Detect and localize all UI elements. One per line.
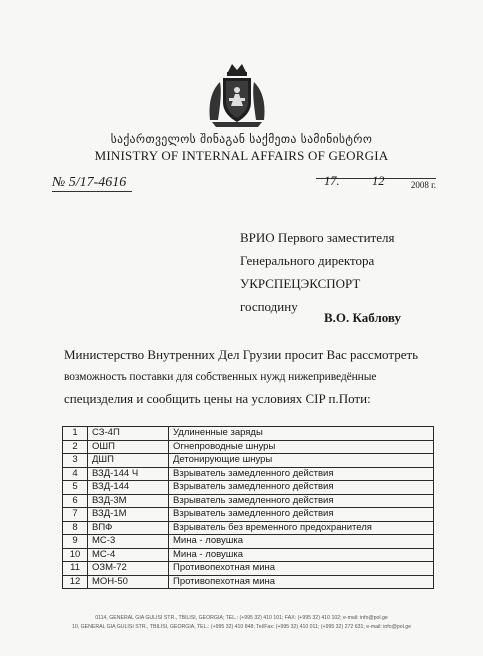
footer-line: 0114, GENERAL GIA GULISI STR., TBILISI, GEORGIA; TEL.: (+995 32) 410 101; FAX: (+995 32) 410 102; e-mail: info@pol.ge [95, 615, 388, 621]
reference-number: № 5/17-4616 [52, 175, 132, 192]
item-code: МОН-50 [88, 575, 169, 589]
addressee-line: УКРСПЕЦЭКСПОРТ [240, 276, 361, 291]
item-code: ВЗД-144 Ч [88, 467, 169, 481]
table-row [63, 481, 434, 495]
item-name: Взрыватель замедленного действия [169, 508, 434, 522]
item-number: 1 [63, 427, 88, 441]
addressee-name: В.О. Каблову [324, 310, 402, 325]
table-row [63, 467, 434, 481]
table-row [63, 494, 434, 508]
date-day: 17. [324, 174, 340, 188]
letter-date [316, 174, 436, 190]
item-name: Взрыватель замедленного действия [169, 494, 434, 508]
table-row [63, 535, 434, 549]
item-name: Взрыватель без временного предохранителя [169, 521, 434, 535]
item-name: Мина - ловушка [169, 535, 434, 549]
addressee-block [240, 226, 460, 318]
item-code: ОШП [88, 440, 169, 454]
addressee-line: господину [240, 299, 298, 314]
item-code: СЗ-4П [88, 427, 169, 441]
table-row [63, 454, 434, 468]
item-name: Детонирующие шнуры [169, 454, 434, 468]
item-name: Взрыватель замедленного действия [169, 481, 434, 495]
item-code: ВЗД-1М [88, 508, 169, 522]
item-number: 11 [63, 562, 88, 576]
item-number: 9 [63, 535, 88, 549]
item-number: 8 [63, 521, 88, 535]
table-row [63, 575, 434, 589]
items-table-body [63, 427, 434, 589]
item-code: ВЗД-144 [88, 481, 169, 495]
item-number: 2 [63, 440, 88, 454]
table-row [63, 508, 434, 522]
item-code: МС-4 [88, 548, 169, 562]
item-code: ДШП [88, 454, 169, 468]
item-number: 7 [63, 508, 88, 522]
items-table [62, 426, 434, 589]
body-line: Министерство Внутренних Дел Грузии просит Вас рассмотреть [64, 347, 419, 362]
body-line: специзделия и сообщить цены на условиях CIP п.Поти: [64, 391, 371, 406]
table-row [63, 440, 434, 454]
item-number: 3 [63, 454, 88, 468]
table-row [63, 548, 434, 562]
body-line: возможность поставки для собственных нужд нижеприведённые [64, 371, 377, 383]
item-number: 12 [63, 575, 88, 589]
item-number: 4 [63, 467, 88, 481]
item-code: ОЗМ-72 [88, 562, 169, 576]
item-name: Противопехотная мина [169, 562, 434, 576]
letter-body [64, 344, 436, 410]
footer-line: 10, GENERAL GIA GULISI STR., TBILISI, GEORGIA, TEL.: (+995 32) 410 848; Tel/Fax: (+995 32) 410 011; (+995 32) 272 631; e-mail: info@pol.ge [71, 624, 412, 630]
item-name: Взрыватель замедленного действия [169, 467, 434, 481]
item-name: Огнепроводные шнуры [169, 440, 434, 454]
ministry-title-georgian: საქართველოს შინაგან საქმეთა სამინისტრო [110, 132, 373, 146]
addressee-line: ВРИО Первого заместителя [240, 230, 395, 245]
table-row [63, 427, 434, 441]
ministry-title-english: MINISTRY OF INTERNAL AFFAIRS OF GEORGIA [94, 148, 389, 163]
item-number: 6 [63, 494, 88, 508]
date-month: 12 [372, 174, 385, 188]
letterhead-footer [0, 614, 483, 632]
coat-of-arms-icon [206, 62, 268, 128]
item-name: Мина - ловушка [169, 548, 434, 562]
item-code: МС-3 [88, 535, 169, 549]
date-year: 2008 г. [410, 180, 436, 190]
table-row [63, 521, 434, 535]
item-number: 10 [63, 548, 88, 562]
item-name: Противопехотная мина [169, 575, 434, 589]
item-code: ВПФ [88, 521, 169, 535]
addressee-line: Генерального директора [240, 253, 375, 268]
item-code: ВЗД-3М [88, 494, 169, 508]
table-row [63, 562, 434, 576]
item-name: Удлиненные заряды [169, 427, 434, 441]
item-number: 5 [63, 481, 88, 495]
